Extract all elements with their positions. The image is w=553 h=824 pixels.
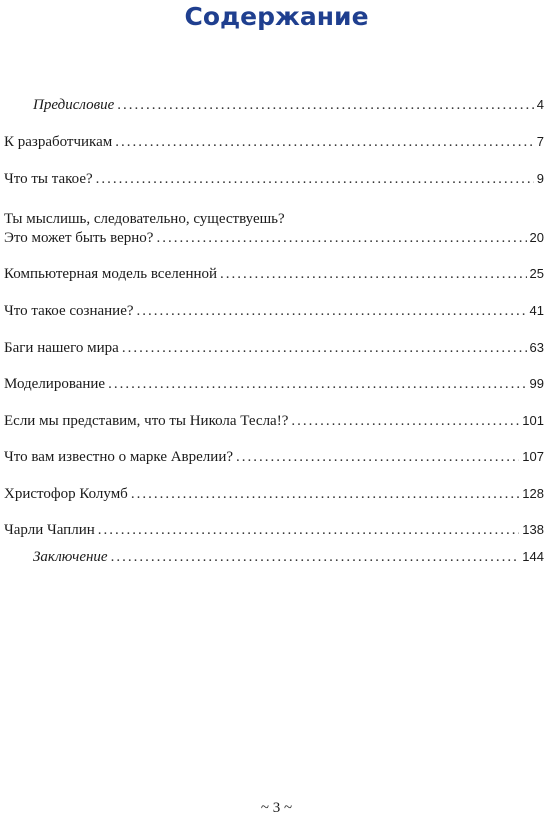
dot-leader [137, 302, 527, 320]
toc-entry [4, 448, 544, 466]
toc-entry-page: 128 [522, 486, 544, 501]
toc-entry-title: К разработчикам [4, 134, 113, 150]
toc-entry-page: 7 [536, 134, 544, 149]
toc-entry-page: 63 [529, 340, 544, 355]
dot-leader [156, 229, 526, 247]
dot-leader [236, 448, 519, 466]
toc-entry-title: Если мы представим, что ты Никола Тесла!? [4, 413, 289, 429]
toc-entry-title: Чарли Чаплин [4, 522, 95, 538]
dot-leader [131, 485, 519, 503]
toc-entry-title: Христофор Колумб [4, 486, 128, 502]
toc-entry [4, 412, 544, 430]
dot-leader [115, 133, 533, 151]
toc-entry-title: Что такое сознание? [4, 303, 134, 319]
toc-entry [4, 265, 544, 283]
dot-leader [122, 339, 527, 357]
dot-leader [117, 96, 534, 114]
toc-entry-title: Компьютерная модель вселенной [4, 266, 218, 282]
toc-entry [4, 302, 544, 320]
toc-entry-page: 107 [522, 449, 544, 464]
toc-entry-title: Предисловие [33, 97, 115, 113]
toc-entry-title: Что вам известно о марке Аврелии? [4, 449, 233, 465]
page-number-footer: ~ 3 ~ [260, 800, 293, 816]
page-title: Содержание [184, 2, 369, 31]
toc-entry-page: 25 [529, 266, 544, 281]
toc-entry-page: 101 [522, 413, 544, 428]
dot-leader [291, 412, 519, 430]
toc-entry [4, 229, 544, 247]
toc-entry-page: 41 [529, 303, 544, 318]
dot-leader [220, 265, 526, 283]
toc-entry [4, 485, 544, 503]
toc-entry [4, 170, 544, 188]
toc-entry [4, 548, 544, 566]
toc-entry-title: Что ты такое? [4, 171, 93, 187]
toc-entry [4, 339, 544, 357]
toc-entry-page: 4 [536, 97, 544, 112]
toc-entry-title: Заключение [33, 549, 108, 565]
toc-entry-page: 20 [529, 230, 544, 245]
toc-entry [4, 375, 544, 393]
toc-entry-title: Баги нашего мира [4, 340, 119, 356]
dot-leader [111, 548, 520, 566]
toc-entry-title-line1: Ты мыслишь, следовательно, существуешь? [4, 211, 285, 227]
toc-entry-page: 138 [522, 522, 544, 537]
dot-leader [98, 521, 520, 539]
toc-entry-page: 144 [522, 549, 544, 564]
toc-entry-title: Моделирование [4, 376, 106, 392]
toc-entry [4, 96, 544, 114]
dot-leader [96, 170, 534, 188]
toc-entry-title: Это может быть верно? [4, 230, 154, 246]
toc-entry-page: 9 [536, 171, 544, 186]
toc-entry-page: 99 [529, 376, 544, 391]
dot-leader [108, 375, 526, 393]
toc-entry [4, 133, 544, 151]
toc-entry [4, 521, 544, 539]
